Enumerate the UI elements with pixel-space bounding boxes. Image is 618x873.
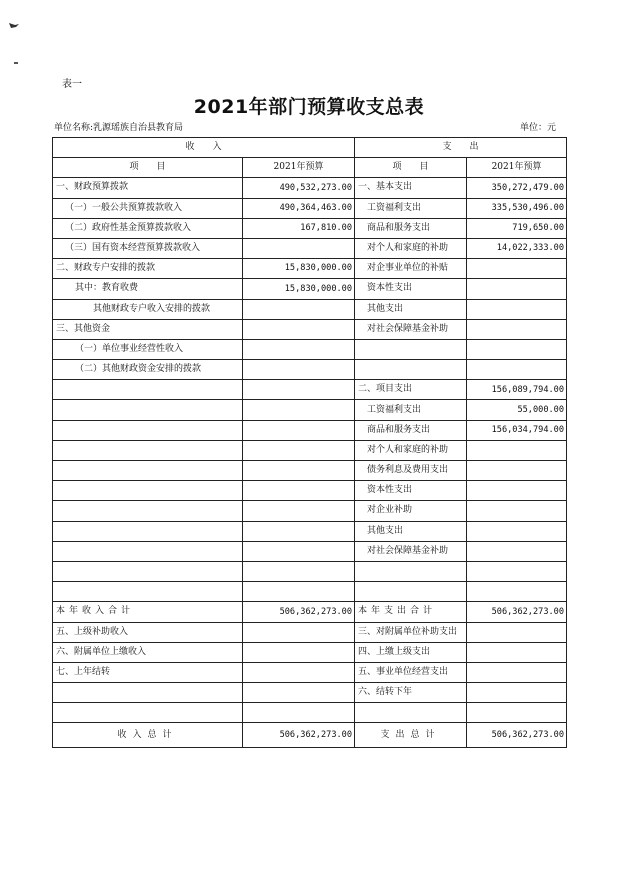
expense-value xyxy=(467,622,567,642)
scan-mark-icon xyxy=(8,22,20,29)
expense-value xyxy=(467,461,567,481)
expense-value: 55,000.00 xyxy=(467,400,567,420)
income-value: 506,362,273.00 xyxy=(243,602,355,622)
income-value xyxy=(243,400,355,420)
income-item xyxy=(53,541,243,561)
income-item xyxy=(53,683,243,703)
income-item: （二）其他财政资金安排的拨款 xyxy=(53,360,243,380)
expense-value xyxy=(467,703,567,723)
expense-value xyxy=(467,259,567,279)
budget-table xyxy=(52,137,567,748)
expense-item: 对社会保障基金补助 xyxy=(355,541,467,561)
expense-item: 资本性支出 xyxy=(355,481,467,501)
expense-item: 四、上缴上级支出 xyxy=(355,642,467,662)
expense-value: 719,650.00 xyxy=(467,218,567,238)
expense-item: 五、事业单位经营支出 xyxy=(355,662,467,682)
expense-value xyxy=(467,642,567,662)
expense-value: 156,089,794.00 xyxy=(467,380,567,400)
expense-budget-header: 2021年预算 xyxy=(467,158,567,178)
expense-value xyxy=(467,319,567,339)
income-item xyxy=(53,501,243,521)
expense-value: 506,362,273.00 xyxy=(467,602,567,622)
expense-item: 资本性支出 xyxy=(355,279,467,299)
expense-value xyxy=(467,339,567,359)
form-number: 表一 xyxy=(62,79,82,90)
expense-value xyxy=(467,541,567,561)
table-row xyxy=(53,178,567,198)
table-row xyxy=(53,238,567,258)
expense-item: 三、对附属单位补助支出 xyxy=(355,622,467,642)
table-row xyxy=(53,440,567,460)
table-row xyxy=(53,279,567,299)
currency-unit: 单位：元 xyxy=(519,123,556,133)
income-item: 五、上级补助收入 xyxy=(53,622,243,642)
table-row xyxy=(53,683,567,703)
income-item: （一）单位事业经营性收入 xyxy=(53,339,243,359)
income-item xyxy=(53,400,243,420)
income-item: 一、财政预算拨款 xyxy=(53,178,243,198)
table-row xyxy=(53,218,567,238)
income-value xyxy=(243,541,355,561)
income-value: 490,532,273.00 xyxy=(243,178,355,198)
income-item: （二）政府性基金预算拨款收入 xyxy=(53,218,243,238)
income-value xyxy=(243,299,355,319)
income-item: （一）一般公共预算拨款收入 xyxy=(53,198,243,218)
income-item xyxy=(53,481,243,501)
table-row xyxy=(53,561,567,581)
expense-value xyxy=(467,360,567,380)
income-item: 其中：教育收费 xyxy=(53,279,243,299)
table-row xyxy=(53,602,567,622)
income-value xyxy=(243,481,355,501)
income-item xyxy=(53,440,243,460)
table-row xyxy=(53,420,567,440)
expense-item: 债务利息及费用支出 xyxy=(355,461,467,481)
expense-value xyxy=(467,299,567,319)
grand-total-row xyxy=(53,723,567,748)
table-row xyxy=(53,461,567,481)
expense-value xyxy=(467,582,567,602)
expense-item: 其他支出 xyxy=(355,521,467,541)
expense-item: 其他支出 xyxy=(355,299,467,319)
income-item xyxy=(53,703,243,723)
income-value xyxy=(243,461,355,481)
table-row xyxy=(53,622,567,642)
expense-section-header: 支 出 xyxy=(355,138,567,158)
section-header-row xyxy=(53,138,567,158)
income-value xyxy=(243,582,355,602)
table-row xyxy=(53,582,567,602)
expense-item: 对企事业单位的补贴 xyxy=(355,259,467,279)
expense-value xyxy=(467,521,567,541)
page-title: 2021年部门预算收支总表 xyxy=(193,96,425,118)
expense-value: 14,022,333.00 xyxy=(467,238,567,258)
expense-value xyxy=(467,481,567,501)
expense-value xyxy=(467,662,567,682)
expense-item: 对个人和家庭的补助 xyxy=(355,440,467,460)
income-total-value: 506,362,273.00 xyxy=(243,723,355,748)
expense-value xyxy=(467,279,567,299)
expense-item: 本年支出合计 xyxy=(355,602,467,622)
expense-item: 商品和服务支出 xyxy=(355,420,467,440)
scan-dot xyxy=(14,62,18,64)
expense-value: 335,530,496.00 xyxy=(467,198,567,218)
income-value xyxy=(243,319,355,339)
expense-item: 商品和服务支出 xyxy=(355,218,467,238)
income-item: 其他财政专户收入安排的拨款 xyxy=(53,299,243,319)
income-item: 本年收入合计 xyxy=(53,602,243,622)
income-item: 六、附属单位上缴收入 xyxy=(53,642,243,662)
income-value: 15,830,000.00 xyxy=(243,259,355,279)
expense-item xyxy=(355,561,467,581)
income-value xyxy=(243,521,355,541)
income-value xyxy=(243,501,355,521)
expense-value xyxy=(467,561,567,581)
table-row xyxy=(53,339,567,359)
income-item: 三、其他资金 xyxy=(53,319,243,339)
table-row xyxy=(53,703,567,723)
table-row xyxy=(53,541,567,561)
table-row xyxy=(53,662,567,682)
income-item xyxy=(53,582,243,602)
income-item xyxy=(53,380,243,400)
expense-total-label: 支出总计 xyxy=(355,723,467,748)
income-total-label: 收入总计 xyxy=(53,723,243,748)
table-row xyxy=(53,198,567,218)
expense-item xyxy=(355,360,467,380)
expense-item-header: 项 目 xyxy=(355,158,467,178)
table-row xyxy=(53,360,567,380)
table-row xyxy=(53,501,567,521)
table-row xyxy=(53,259,567,279)
income-value xyxy=(243,703,355,723)
expense-item: 工资福利支出 xyxy=(355,198,467,218)
income-item xyxy=(53,521,243,541)
expense-value xyxy=(467,440,567,460)
income-value xyxy=(243,662,355,682)
income-value: 167,810.00 xyxy=(243,218,355,238)
column-header-row xyxy=(53,158,567,178)
income-value xyxy=(243,420,355,440)
income-value xyxy=(243,642,355,662)
income-budget-header: 2021年预算 xyxy=(243,158,355,178)
income-item: 七、上年结转 xyxy=(53,662,243,682)
income-item xyxy=(53,561,243,581)
income-value xyxy=(243,622,355,642)
income-value xyxy=(243,440,355,460)
expense-item: 工资福利支出 xyxy=(355,400,467,420)
expense-value xyxy=(467,683,567,703)
table-row xyxy=(53,400,567,420)
income-item: （三）国有资本经营预算拨款收入 xyxy=(53,238,243,258)
expense-item xyxy=(355,703,467,723)
income-value xyxy=(243,238,355,258)
income-value xyxy=(243,339,355,359)
expense-item: 对个人和家庭的补助 xyxy=(355,238,467,258)
income-value xyxy=(243,683,355,703)
expense-item: 六、结转下年 xyxy=(355,683,467,703)
income-value: 490,364,463.00 xyxy=(243,198,355,218)
expense-value: 350,272,479.00 xyxy=(467,178,567,198)
income-item xyxy=(53,461,243,481)
table-row xyxy=(53,521,567,541)
expense-item: 一、基本支出 xyxy=(355,178,467,198)
income-section-header: 收 入 xyxy=(53,138,355,158)
income-value: 15,830,000.00 xyxy=(243,279,355,299)
table-row xyxy=(53,299,567,319)
expense-item xyxy=(355,339,467,359)
income-value xyxy=(243,561,355,581)
expense-item xyxy=(355,582,467,602)
unit-name: 单位名称:乳源瑶族自治县教育局 xyxy=(54,123,184,133)
income-value xyxy=(243,380,355,400)
expense-item: 对社会保障基金补助 xyxy=(355,319,467,339)
income-value xyxy=(243,360,355,380)
table-row xyxy=(53,319,567,339)
income-item xyxy=(53,420,243,440)
table-row xyxy=(53,380,567,400)
table-row xyxy=(53,642,567,662)
expense-item: 对企业补助 xyxy=(355,501,467,521)
expense-total-value: 506,362,273.00 xyxy=(467,723,567,748)
income-item: 二、财政专户安排的拨款 xyxy=(53,259,243,279)
expense-value xyxy=(467,501,567,521)
table-row xyxy=(53,481,567,501)
expense-value: 156,034,794.00 xyxy=(467,420,567,440)
expense-item: 二、项目支出 xyxy=(355,380,467,400)
income-item-header: 项 目 xyxy=(53,158,243,178)
